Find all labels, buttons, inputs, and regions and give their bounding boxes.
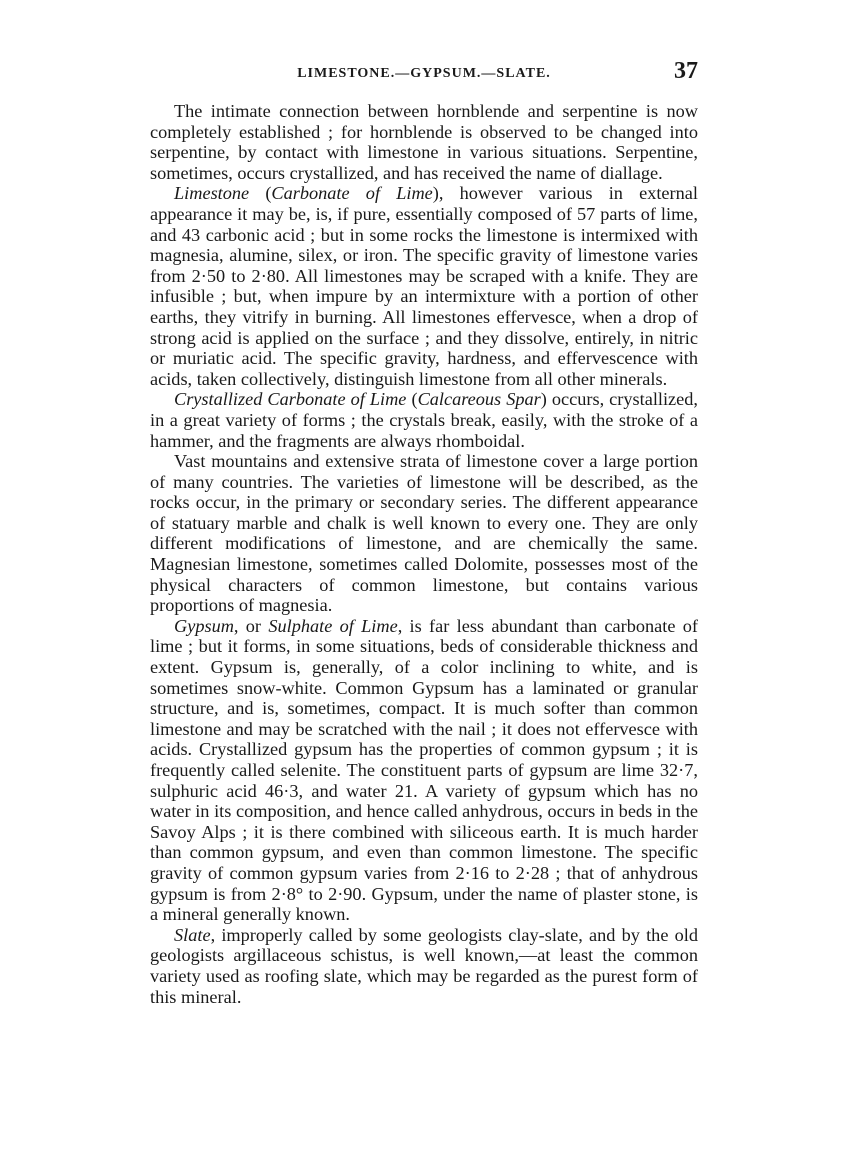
text-segment: ) occurs, crystallized, in a great variety of forms ; the crystals break, easily, with the stroke of a hammer, and the fragments are always rhomboidal. — [150, 389, 698, 451]
term-crystallized-carbonate-of-lime: Crystallized Carbonate of Lime — [174, 389, 407, 410]
paragraph-gypsum — [150, 616, 698, 925]
text-segment: The intimate connection between hornblende and serpentine is now completely established ; for hornblende is observed to be changed into serpentine, by contact with limestone in various situations. Serpentine, sometimes, occurs crystallized, and has received the name of diallage. — [150, 101, 698, 183]
term-slate: Slate — [174, 924, 211, 945]
text-segment: ), however various in external appearance it may be, is, if pure, essentially composed of 57 parts of lime, and 43 carbonic acid ; but in some rocks the limestone is intermixed with magnesia, alumine, silex, or iron. The specific gravity of limestone varies from 2·50 to 2·80. All limestones may be scraped with a knife. They are infusible ; but, when impure by an intermixture with a portion of other earths, they vitrify in burning. All limestones effervesce, when a drop of strong acid is applied on the surface ; and they dissolve, entirely, in nitric or muriatic acid. The specific gravity, hardness, and effervescence with acids, taken collectively, distinguish limestone from all other minerals. — [150, 183, 698, 389]
term-sulphate-of-lime: Sulphate of Lime — [268, 615, 398, 636]
paragraph-limestone — [150, 183, 698, 389]
text-segment: , is far less abundant than carbonate of lime ; but it forms, in some situations, beds of considerable thickness and extent. Gypsum is, generally, of a color inclining to white, and is sometimes snow-white. Common Gypsum has a laminated or granular structure, and is, sometimes, compact. It is much softer than common limestone and may be scratched with the nail ; it does not effervesce with acids. Crystallized gypsum has the properties of common gypsum ; it is frequently called selenite. The constituent parts of gypsum are lime 32·7, sulphuric acid 46·3, and water 21. A variety of gypsum which has no water in its composition, and hence called anhydrous, occurs in beds in the Savoy Alps ; it is there combined with siliceous earth. It is much harder than common gypsum, and even than common limestone. The specific gravity of common gypsum varies from 2·16 to 2·28 ; that of anhydrous gypsum is from 2·8° to 2·90. Gypsum, under the name of plaster stone, is a mineral generally known. — [150, 615, 698, 925]
text-segment: ( — [406, 389, 418, 410]
paragraph-crystallized-carbonate — [150, 389, 698, 451]
page-number: 37 — [674, 58, 698, 84]
text-segment: Vast mountains and extensive strata of limestone cover a large portion of many countries. The varieties of limestone will be described, as the rocks occur, in the primary or secondary series. The different appearance of statuary marble and chalk is well known to every one. They are only different modifications of limestone, and are chemically the same. Magnesian limestone, sometimes called Dolomite, possesses most of the physical characters of common limestone, but contains various proportions of magnesia. — [150, 451, 698, 616]
text-segment: , improperly called by some geologists clay-slate, and by the old geologists argillaceous schistus, is well known,—at least the common variety used as roofing slate, which may be regarded as the purest form of this mineral. — [150, 924, 698, 1007]
text-segment: , or — [233, 615, 269, 636]
paragraph-serpentine — [150, 101, 698, 183]
term-limestone: Limestone — [174, 183, 250, 204]
paragraph-slate — [150, 925, 698, 1007]
text-segment: ( — [249, 183, 272, 204]
paragraph-mountains-strata — [150, 451, 698, 616]
term-carbonate-of-lime: Carbonate of Lime — [271, 183, 433, 204]
body-text — [150, 101, 698, 1007]
term-calcareous-spar: Calcareous Spar — [417, 389, 541, 410]
page-header — [150, 56, 698, 90]
running-head: LIMESTONE.—GYPSUM.—SLATE. — [297, 66, 551, 81]
term-gypsum: Gypsum — [174, 615, 234, 636]
